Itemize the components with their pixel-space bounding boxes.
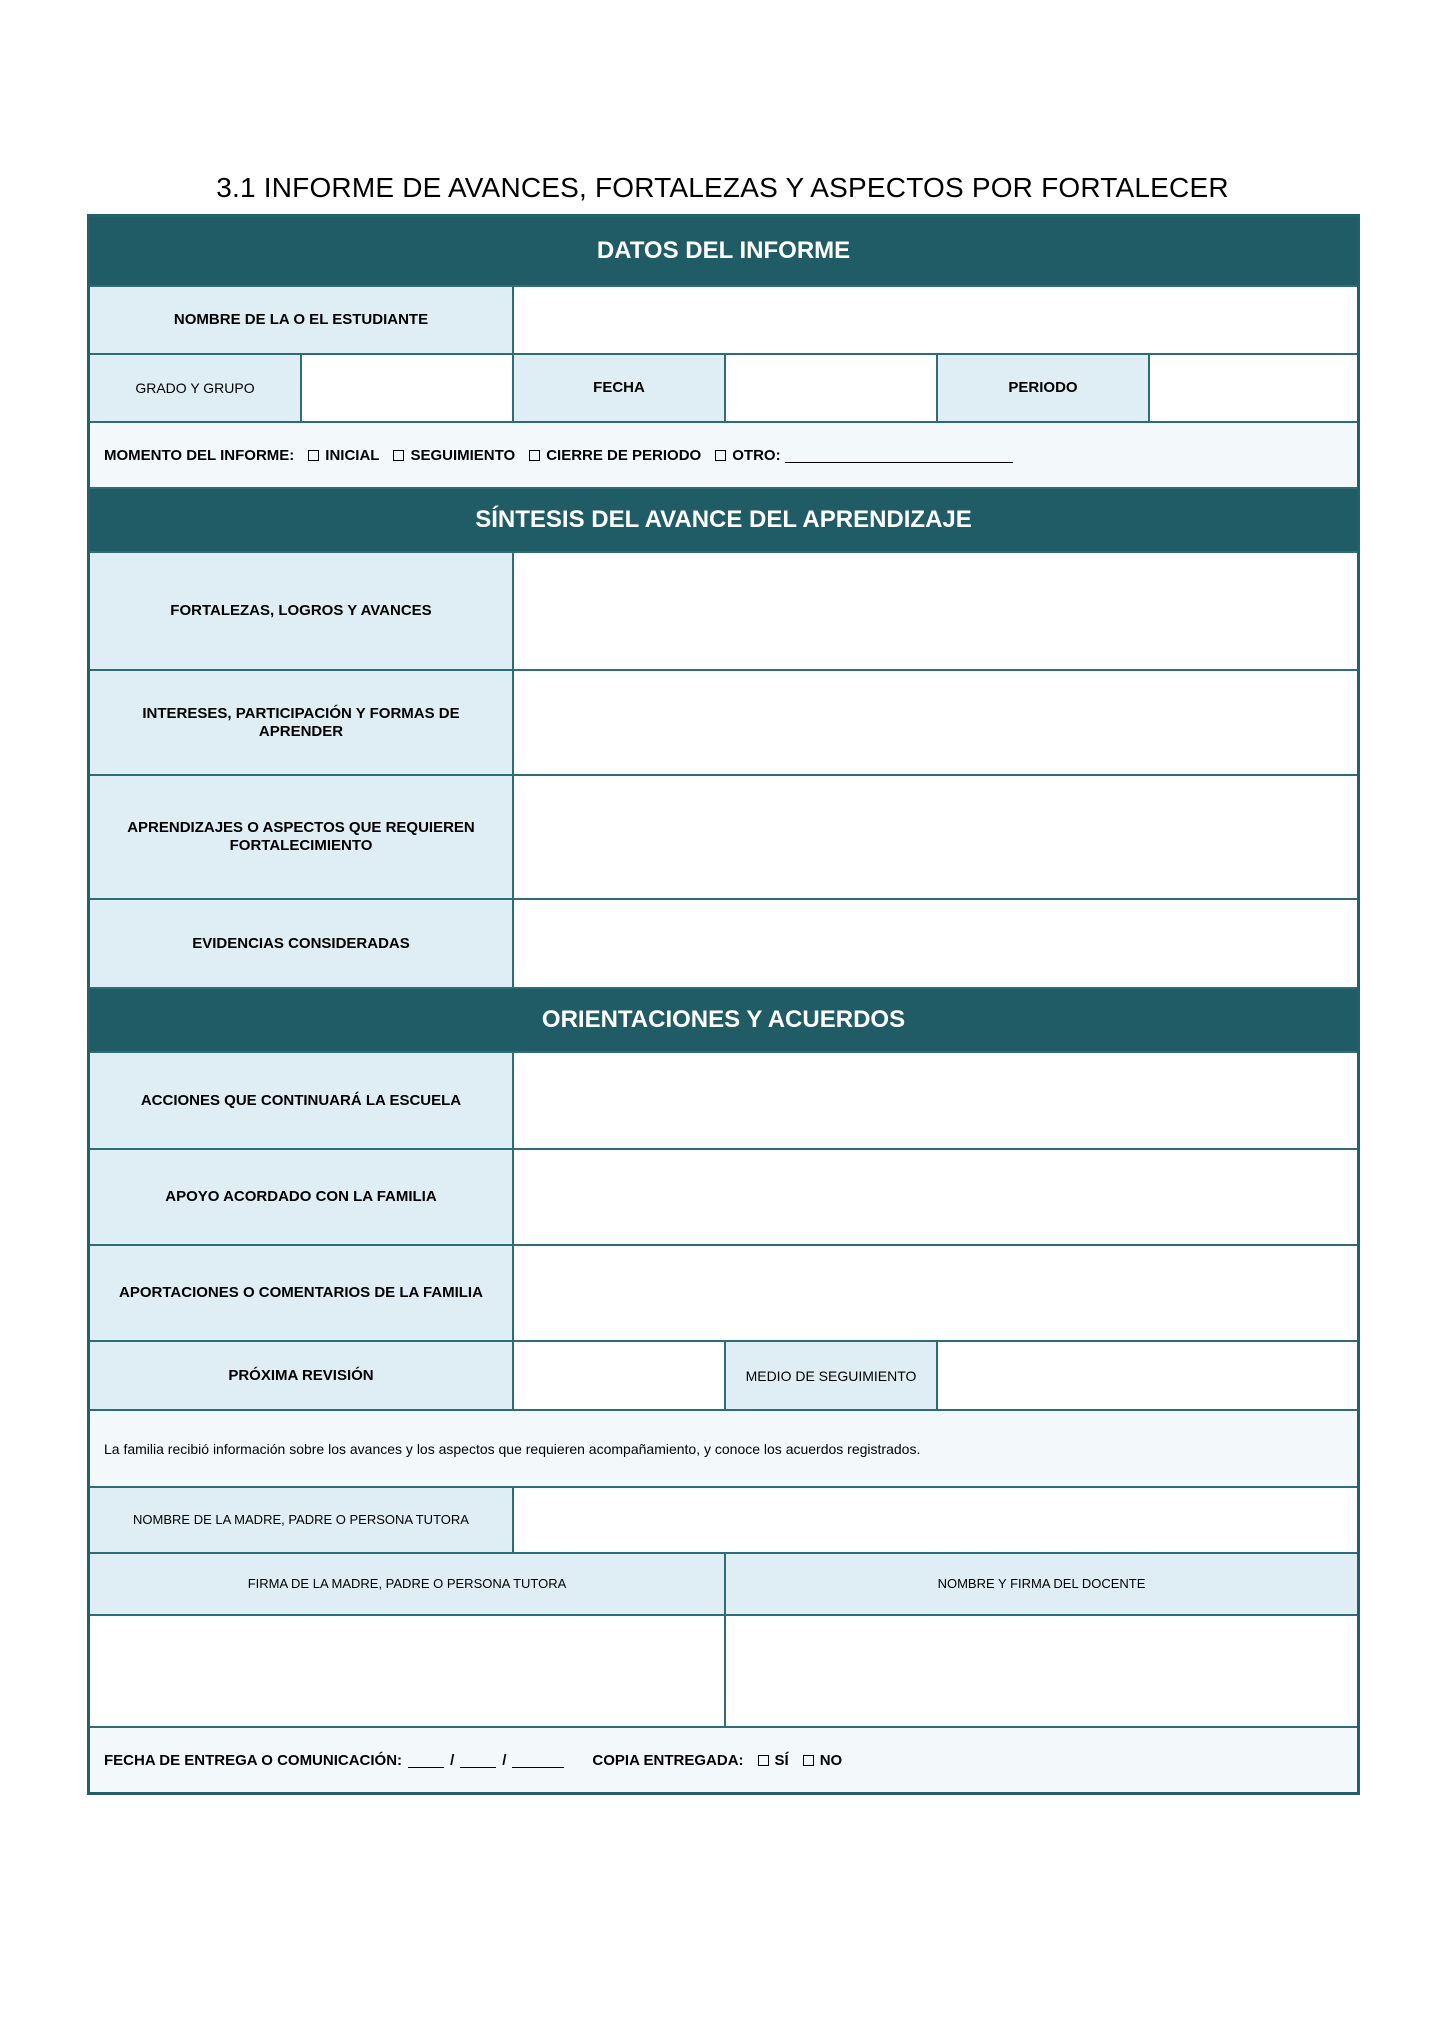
report-moment (90, 423, 1357, 487)
delivery-month-blank[interactable] (460, 1753, 496, 1768)
option-seguimiento[interactable] (393, 447, 515, 464)
row-nombre-estudiante (90, 287, 1357, 355)
date-field[interactable] (726, 355, 938, 421)
report-form (87, 214, 1360, 1795)
option-otro[interactable] (715, 447, 1012, 464)
school-actions-field[interactable] (514, 1053, 1357, 1148)
option-si-label: SÍ (774, 1751, 789, 1769)
date-separator: / (450, 1751, 455, 1769)
family-comments-field[interactable] (514, 1246, 1357, 1340)
section-header-sintesis: SÍNTESIS DEL AVANCE DEL APRENDIZAJE (90, 489, 1357, 553)
row-momento-informe (90, 423, 1357, 489)
next-review-label: PRÓXIMA REVISIÓN (90, 1342, 514, 1409)
school-actions-label: ACCIONES QUE CONTINUARÁ LA ESCUELA (90, 1053, 514, 1148)
row-nombre-tutor (90, 1488, 1357, 1554)
other-blank-line[interactable] (785, 448, 1013, 463)
option-inicial[interactable] (308, 447, 379, 464)
row-firmas-encabezado (90, 1554, 1357, 1616)
option-no[interactable] (803, 1752, 843, 1769)
report-moment-label: MOMENTO DEL INFORME: (104, 446, 295, 464)
learning-needs-label: APRENDIZAJES O ASPECTOS QUE REQUIEREN FORTALECIMIENTO (90, 776, 514, 898)
option-cierre-label: CIERRE DE PERIODO (546, 446, 702, 464)
guardian-signature-field[interactable] (90, 1616, 726, 1726)
row-aprendizajes (90, 776, 1357, 900)
checkbox-icon[interactable] (393, 450, 404, 461)
row-aportaciones (90, 1246, 1357, 1342)
row-intereses (90, 671, 1357, 776)
row-familia-nota (90, 1411, 1357, 1488)
guardian-name-label: NOMBRE DE LA MADRE, PADRE O PERSONA TUTORA (90, 1488, 514, 1552)
next-review-field[interactable] (514, 1342, 726, 1409)
date-separator: / (502, 1751, 507, 1769)
follow-up-method-field[interactable] (938, 1342, 1357, 1409)
option-cierre[interactable] (529, 447, 701, 464)
family-acknowledgement-note: La familia recibió información sobre los avances y los aspectos que requieren acompañamiento, y conoce los acuerdos registrados. (90, 1411, 1357, 1486)
guardian-name-field[interactable] (514, 1488, 1357, 1552)
learning-needs-field[interactable] (514, 776, 1357, 898)
interests-label: INTERESES, PARTICIPACIÓN Y FORMAS DE APRENDER (90, 671, 514, 774)
date-label: FECHA (514, 355, 726, 421)
checkbox-icon[interactable] (308, 450, 319, 461)
delivery-info (90, 1728, 1357, 1792)
option-seguimiento-label: SEGUIMIENTO (410, 446, 516, 464)
row-evidencias (90, 900, 1357, 989)
row-acciones (90, 1053, 1357, 1150)
row-fortalezas (90, 553, 1357, 671)
family-support-field[interactable] (514, 1150, 1357, 1244)
evidence-label: EVIDENCIAS CONSIDERADAS (90, 900, 514, 987)
grade-group-label: GRADO Y GRUPO (90, 355, 302, 421)
interests-field[interactable] (514, 671, 1357, 774)
strengths-field[interactable] (514, 553, 1357, 669)
guardian-signature-label: FIRMA DE LA MADRE, PADRE O PERSONA TUTORA (90, 1554, 726, 1614)
period-label: PERIODO (938, 355, 1150, 421)
row-grado-fecha-periodo (90, 355, 1357, 423)
section-header-datos: DATOS DEL INFORME (90, 217, 1357, 287)
teacher-signature-field[interactable] (726, 1616, 1357, 1726)
checkbox-icon[interactable] (803, 1755, 814, 1766)
row-apoyo (90, 1150, 1357, 1246)
page-title: 3.1 INFORME DE AVANCES, FORTALEZAS Y ASPECTOS POR FORTALECER (216, 172, 1229, 203)
option-otro-label: OTRO: (732, 446, 781, 464)
family-comments-label: APORTACIONES O COMENTARIOS DE LA FAMILIA (90, 1246, 514, 1340)
delivery-day-blank[interactable] (408, 1753, 444, 1768)
student-name-label: NOMBRE DE LA O EL ESTUDIANTE (90, 287, 514, 353)
row-entrega (90, 1728, 1357, 1792)
checkbox-icon[interactable] (529, 450, 540, 461)
option-inicial-label: INICIAL (325, 446, 380, 464)
teacher-signature-label: NOMBRE Y FIRMA DEL DOCENTE (726, 1554, 1357, 1614)
student-name-field[interactable] (514, 287, 1357, 353)
delivery-year-blank[interactable] (512, 1753, 564, 1768)
follow-up-method-label: MEDIO DE SEGUIMIENTO (726, 1342, 938, 1409)
grade-group-field[interactable] (302, 355, 514, 421)
checkbox-icon[interactable] (758, 1755, 769, 1766)
option-no-label: NO (819, 1751, 843, 1769)
row-firmas (90, 1616, 1357, 1728)
section-header-orientaciones: ORIENTACIONES Y ACUERDOS (90, 989, 1357, 1053)
strengths-label: FORTALEZAS, LOGROS Y AVANCES (90, 553, 514, 669)
period-field[interactable] (1150, 355, 1357, 421)
evidence-field[interactable] (514, 900, 1357, 987)
checkbox-icon[interactable] (715, 450, 726, 461)
row-proxima-revision (90, 1342, 1357, 1411)
delivery-date-label: FECHA DE ENTREGA O COMUNICACIÓN: (104, 1751, 403, 1769)
copy-delivered-label: COPIA ENTREGADA: (592, 1751, 744, 1769)
family-support-label: APOYO ACORDADO CON LA FAMILIA (90, 1150, 514, 1244)
option-si[interactable] (758, 1752, 789, 1769)
